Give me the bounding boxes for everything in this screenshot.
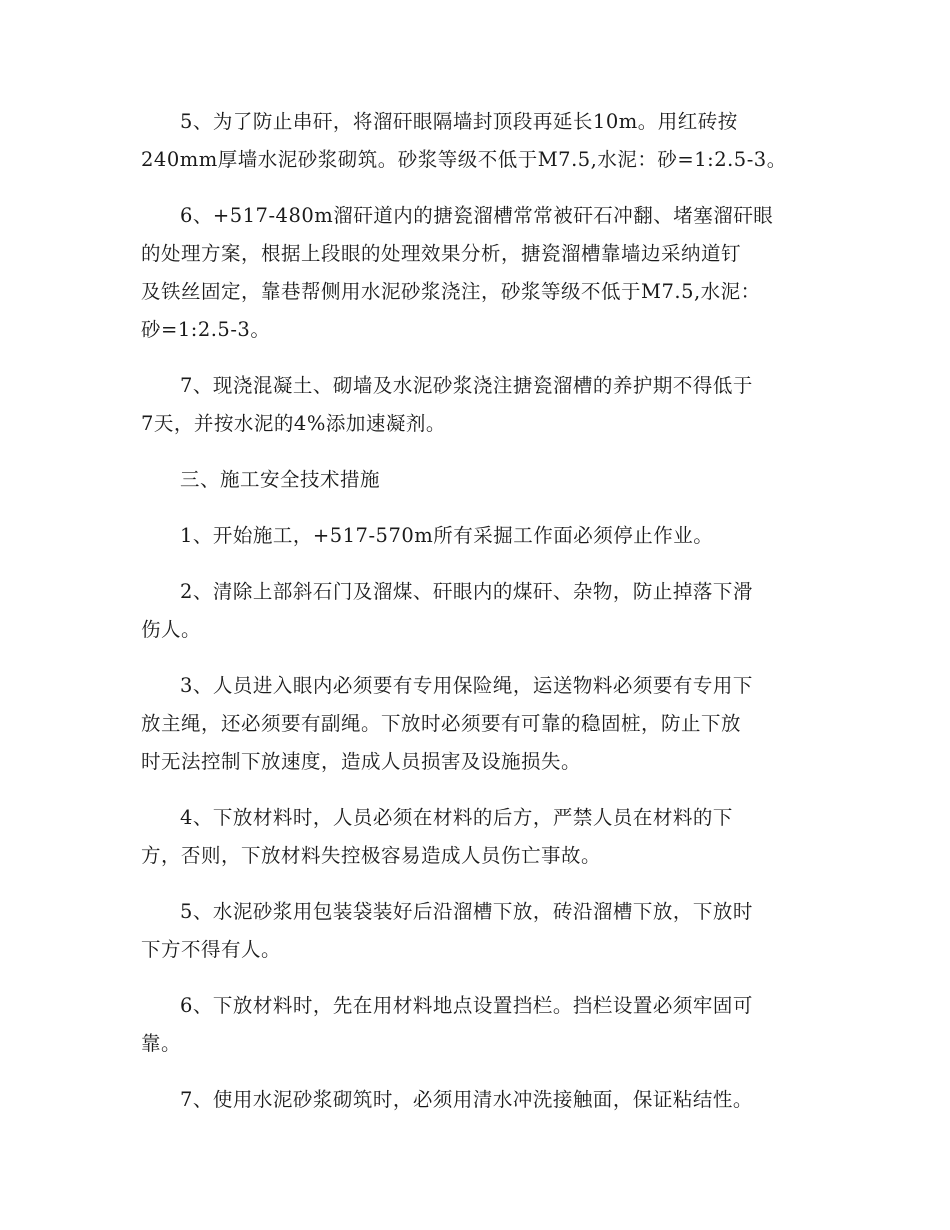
safety-item-4 <box>141 799 810 875</box>
safety-item-5 <box>141 893 810 969</box>
text-line: 及铁丝固定，靠巷帮侧用水泥砂浆浇注，砂浆等级不低于M7.5,水泥： <box>141 280 761 303</box>
safety-item-1 <box>141 517 810 555</box>
text-line: 1、开始施工，+517-570m所有采掘工作面必须停止作业。 <box>180 524 714 547</box>
text-line: 伤人。 <box>141 618 202 641</box>
text-line: 6、+517-480m溜矸道内的搪瓷溜槽常常被矸石冲翻、堵塞溜矸眼 <box>180 204 774 227</box>
text-line: 4、下放材料时，人员必须在材料的后方，严禁人员在材料的下 <box>180 806 733 829</box>
text-line: 2、清除上部斜石门及溜煤、矸眼内的煤矸、杂物，防止掉落下滑 <box>180 580 753 603</box>
safety-item-6 <box>141 987 810 1063</box>
text-line: 砂=1:2.5-3。 <box>141 318 271 341</box>
text-line: 放主绳，还必须要有副绳。下放时必须要有可靠的稳固桩，防止下放 <box>141 712 742 735</box>
text-line: 方，否则，下放材料失控极容易造成人员伤亡事故。 <box>141 844 602 867</box>
text-line: 3、人员进入眼内必须要有专用保险绳，运送物料必须要有专用下 <box>180 674 753 697</box>
paragraph-item-7 <box>141 367 810 443</box>
text-line: 6、下放材料时，先在用材料地点设置挡栏。挡栏设置必须牢固可 <box>180 994 753 1017</box>
safety-item-3 <box>141 667 810 781</box>
paragraph-item-5 <box>141 103 810 179</box>
text-line: 下方不得有人。 <box>141 938 282 961</box>
text-line: 7、使用水泥砂浆砌筑时，必须用清水冲洗接触面，保证粘结性。 <box>180 1088 753 1111</box>
text-line: 5、水泥砂浆用包装袋装好后沿溜槽下放，砖沿溜槽下放，下放时 <box>180 900 753 923</box>
text-line: 时无法控制下放速度，造成人员损害及设施损失。 <box>141 750 582 773</box>
safety-item-7 <box>141 1081 810 1119</box>
paragraph-item-6 <box>141 197 810 349</box>
safety-item-2 <box>141 573 810 649</box>
section-heading-text: 三、施工安全技术措施 <box>180 468 381 491</box>
text-line: 240mm厚墙水泥砂浆砌筑。砂浆等级不低于M7.5,水泥：砂=1:2.5-3。 <box>141 148 787 171</box>
section-heading <box>141 461 810 499</box>
text-line: 7、现浇混凝土、砌墙及水泥砂浆浇注搪瓷溜槽的养护期不得低于 <box>180 374 753 397</box>
text-line: 5、为了防止串矸，将溜矸眼隔墙封顶段再延长10m。用红砖按 <box>180 110 738 133</box>
text-line: 靠。 <box>141 1032 182 1055</box>
text-line: 的处理方案，根据上段眼的处理效果分析，搪瓷溜槽靠墙边采纳道钉 <box>141 242 742 265</box>
text-line: 7天，并按水泥的4%添加速凝剂。 <box>141 412 446 435</box>
